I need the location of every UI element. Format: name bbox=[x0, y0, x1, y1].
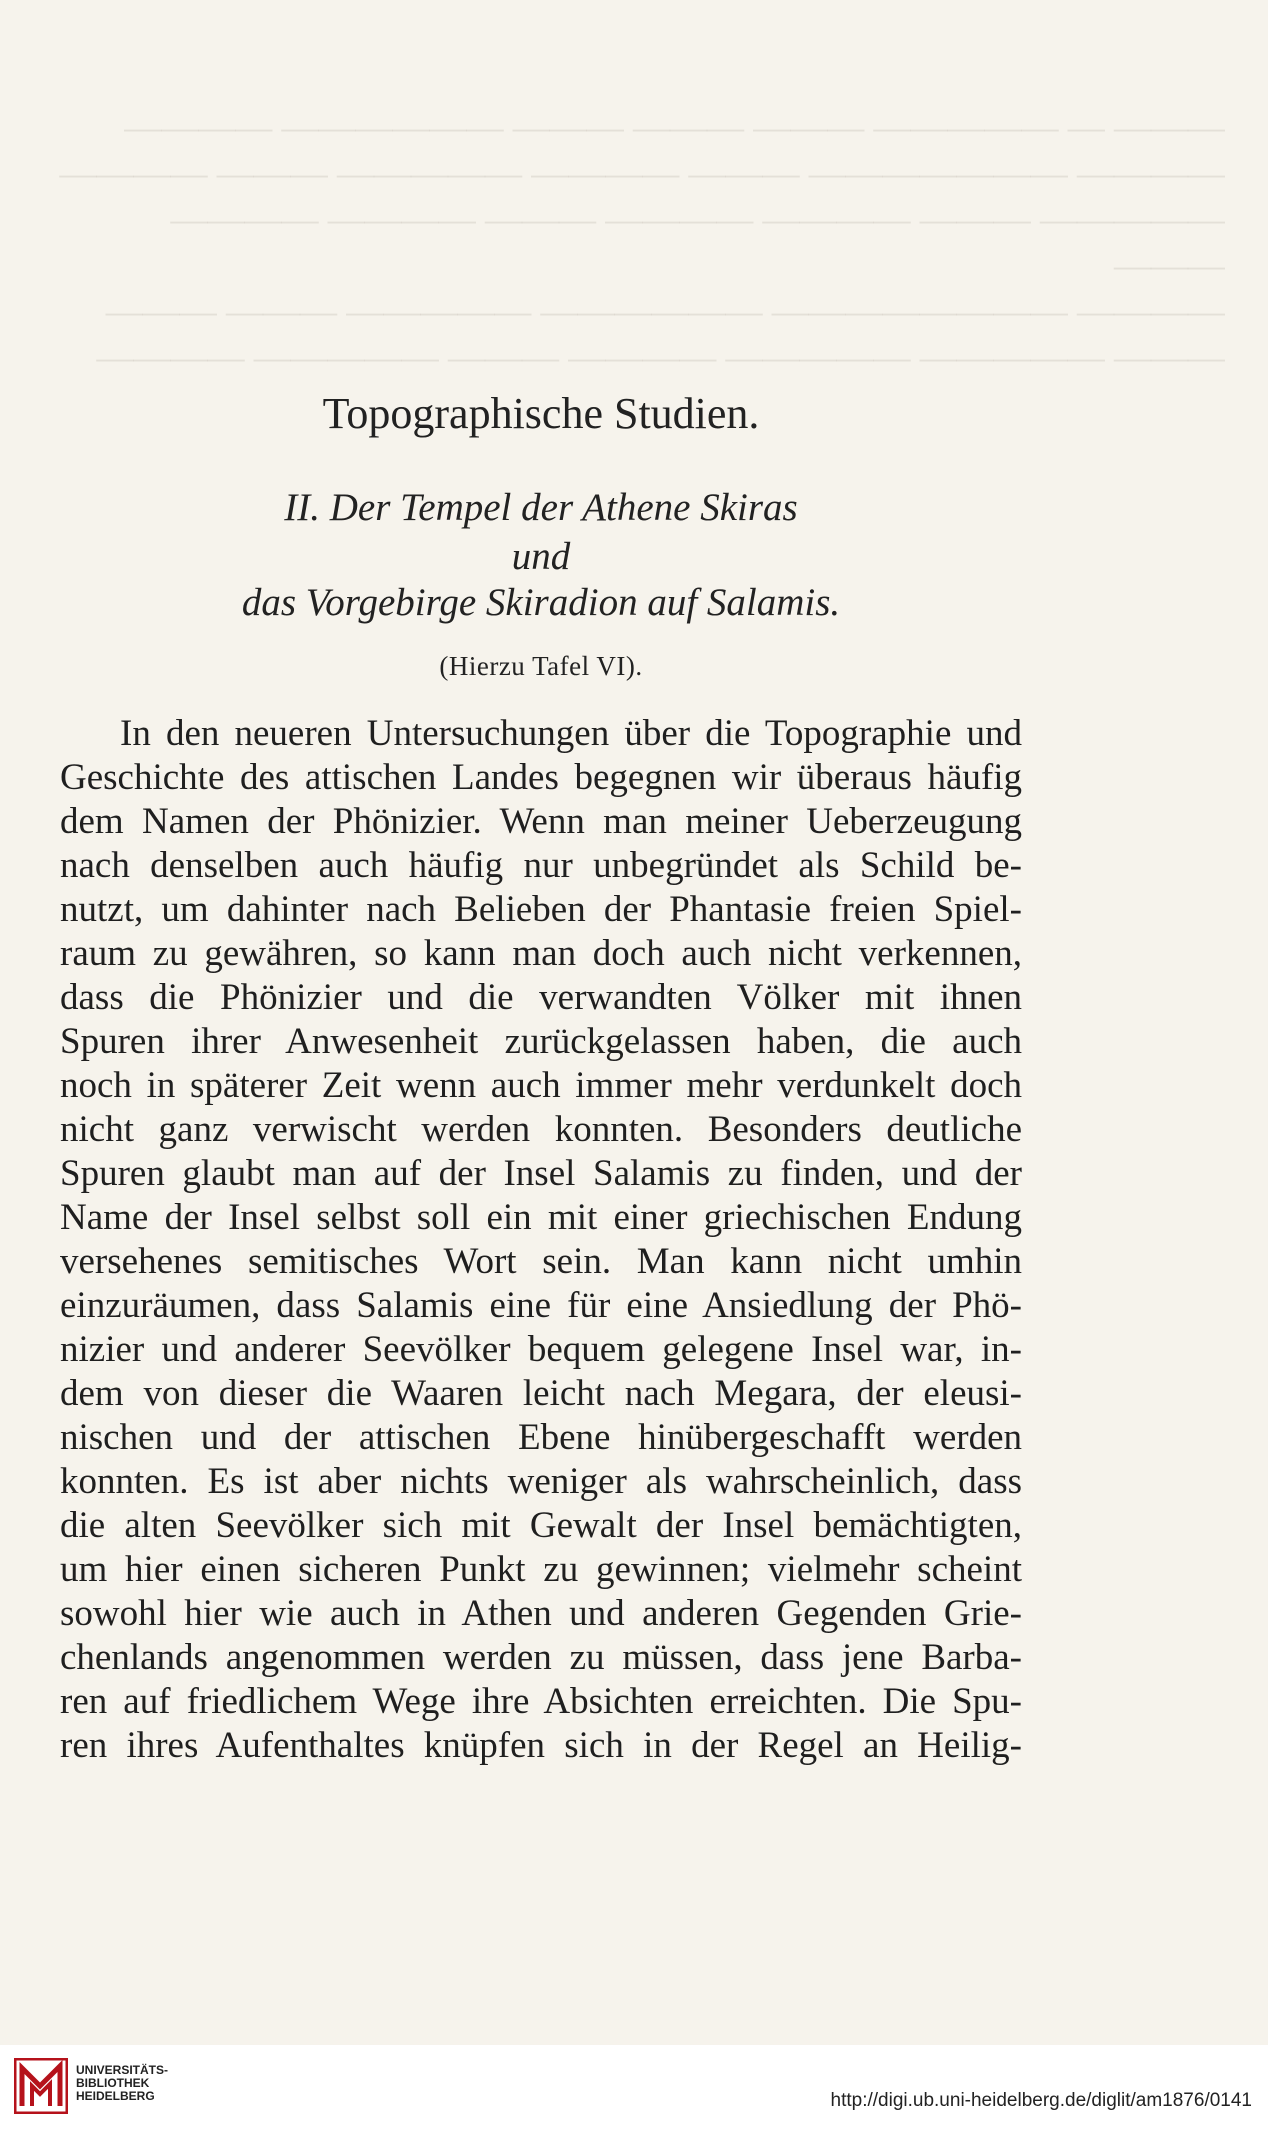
body-line: ren ihres Aufenthaltes knüpfen sich in der Regel an Heilig- bbox=[60, 1725, 1022, 1766]
subtitle-line-1: II. Der Tempel der Athene Skiras bbox=[284, 486, 798, 529]
body-line: nutzt, um dahinter nach Belieben der Phantasie freien Spiel- bbox=[60, 889, 1022, 930]
body-line: dass die Phönizier und die verwandten Völker mit ihnen bbox=[60, 977, 1022, 1018]
body-line: die alten Seevölker sich mit Gewalt der Insel bemächtigten, bbox=[60, 1505, 1022, 1546]
source-url-link[interactable]: http://digi.ub.uni-heidelberg.de/diglit/am1876/0141 bbox=[830, 2090, 1252, 2111]
body-line: nicht ganz verwischt werden konnten. Besonders deutliche bbox=[60, 1109, 1022, 1150]
body-line: um hier einen sicheren Punkt zu gewinnen; vielmehr scheint bbox=[60, 1549, 1022, 1590]
logo-line: UNIVERSITÄTS- bbox=[76, 2063, 169, 2077]
body-line: ren auf friedlichem Wege ihre Absichten erreichten. Die Spu- bbox=[60, 1681, 1022, 1722]
library-logo-text bbox=[76, 2064, 276, 2103]
body-line: In den neueren Untersuchungen über die Topographie und bbox=[120, 713, 1022, 754]
body-line: raum zu gewähren, so kann man doch auch nicht verkennen, bbox=[60, 933, 1022, 974]
body-line: nischen und der attischen Ebene hinübergeschafft werden bbox=[60, 1417, 1022, 1458]
library-logo-icon[interactable] bbox=[14, 2058, 68, 2114]
body-line: chenlands angenommen werden zu müssen, dass jene Barba- bbox=[60, 1637, 1022, 1678]
body-line: nach denselben auch häufig nur unbegründet als Schild be- bbox=[60, 845, 1022, 886]
body-text bbox=[60, 712, 1022, 1768]
logo-line: HEIDELBERG bbox=[76, 2089, 155, 2103]
body-line: einzuräumen, dass Salamis eine für eine Ansiedlung der Phö- bbox=[60, 1285, 1022, 1326]
body-line: Name der Insel selbst soll ein mit einer griechischen Endung bbox=[60, 1197, 1022, 1238]
logo-line: BIBLIOTHEK bbox=[76, 2076, 150, 2090]
body-line: konnten. Es ist aber nichts weniger als wahrscheinlich, dass bbox=[60, 1461, 1022, 1502]
body-line: nizier und anderer Seevölker bequem gelegene Insel war, in- bbox=[60, 1329, 1022, 1370]
show-through-text: ——— — ————— ——— ——— ——— —————— ———— ———— ——————— ——— ———— ————— ——— ———— ————— ——— ———— ———— ——— ———— ———— ——— ———— ———————— —————— ————— ——— ——— ——— ————— ————— ———— ——— ————— ———— bbox=[59, 107, 1225, 378]
article-title: Topographische Studien. bbox=[322, 389, 760, 438]
subtitle-line-2: und bbox=[511, 535, 571, 578]
body-line: Spuren ihrer Anwesenheit zurückgelassen haben, die auch bbox=[60, 1021, 1022, 1062]
subtitle-line-3: das Vorgebirge Skiradion auf Salamis. bbox=[241, 581, 841, 624]
plate-note: (Hierzu Tafel VI). bbox=[439, 651, 643, 681]
body-line: versehenes semitisches Wort sein. Man kann nicht umhin bbox=[60, 1241, 1022, 1282]
body-line: Geschichte des attischen Landes begegnen wir überaus häufig bbox=[60, 757, 1022, 798]
body-line: dem von dieser die Waaren leicht nach Megara, der eleusi- bbox=[60, 1373, 1022, 1414]
body-line: sowohl hier wie auch in Athen und anderen Gegenden Grie- bbox=[60, 1593, 1022, 1634]
body-line: dem Namen der Phönizier. Wenn man meiner Ueberzeugung bbox=[60, 801, 1022, 842]
body-line: noch in späterer Zeit wenn auch immer mehr verdunkelt doch bbox=[60, 1065, 1022, 1106]
body-line: Spuren glaubt man auf der Insel Salamis zu finden, und der bbox=[60, 1153, 1022, 1194]
